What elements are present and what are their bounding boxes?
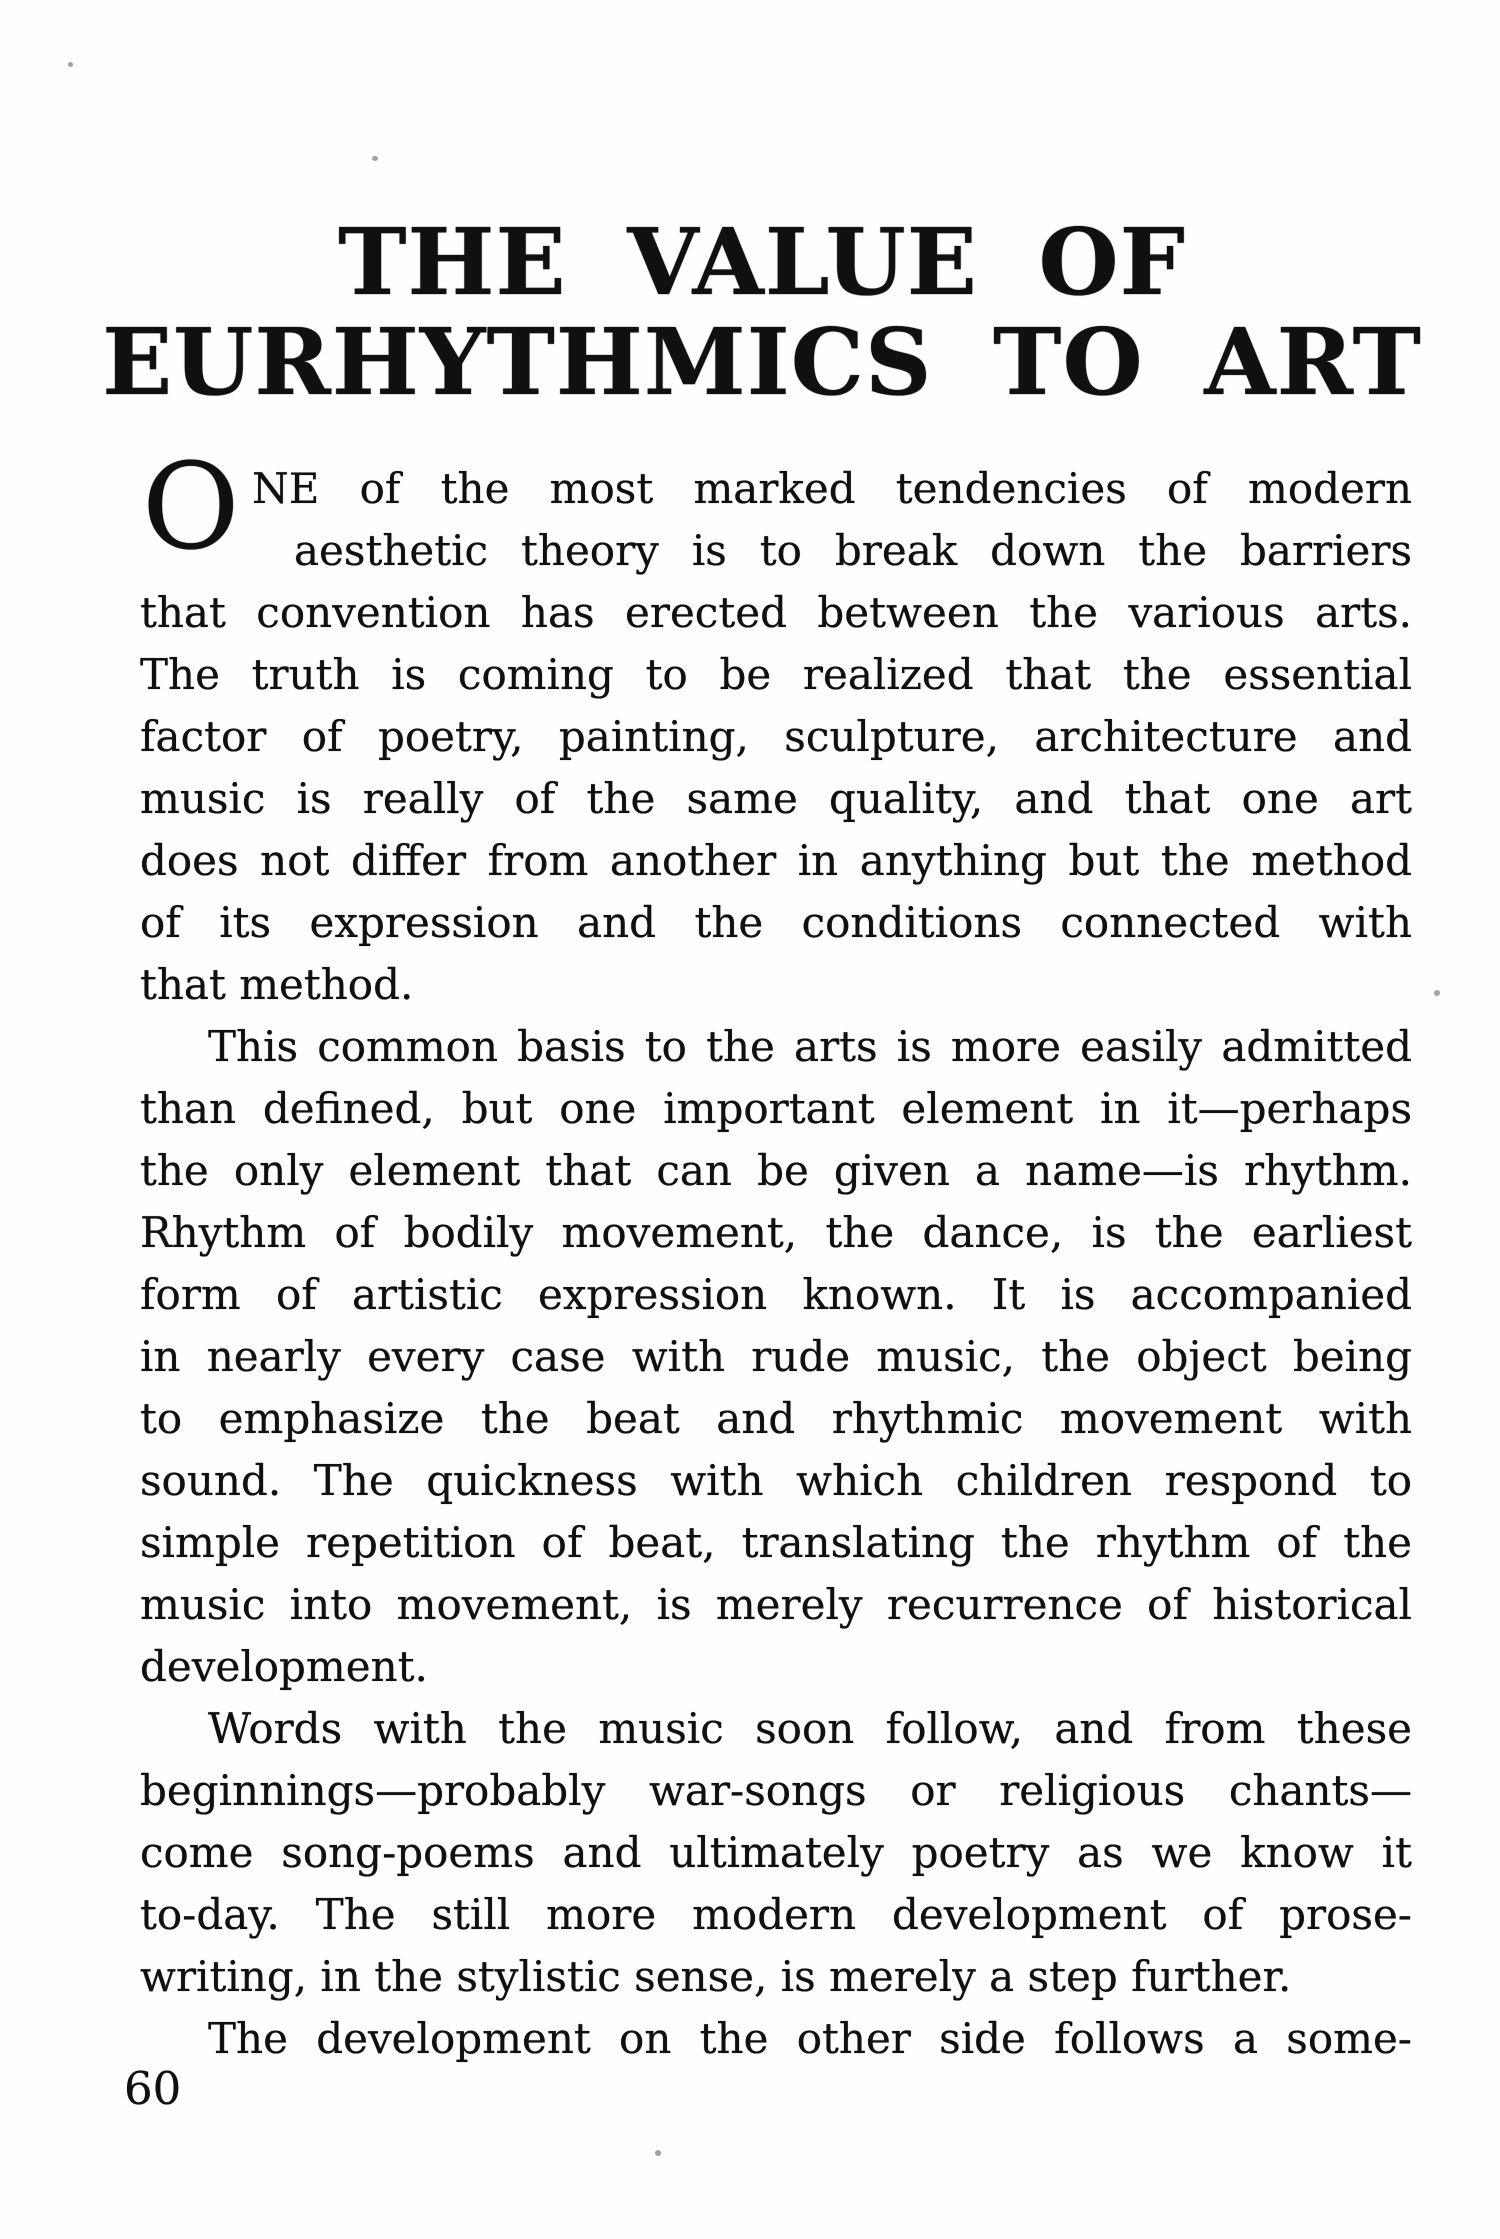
text-line: NE of the most marked tendencies of modern: [252, 464, 1412, 513]
chapter-title-line-1: THE VALUE OF: [338, 208, 1186, 316]
text-line: in nearly every case with rude music, the object being: [140, 1332, 1412, 1381]
text-line: factor of poetry, painting, sculpture, architecture and: [140, 712, 1412, 761]
text-line: of its expression and the conditions connected with: [140, 898, 1412, 947]
text-line: beginnings—probably war-songs or religious chants—: [140, 1766, 1412, 1815]
scan-speck: [372, 156, 378, 161]
page-number: 60: [124, 2062, 182, 2115]
text-line: sound. The quickness with which children respond to: [140, 1456, 1412, 1505]
text-line: The truth is coming to be realized that the essential: [140, 650, 1412, 699]
text-line: does not differ from another in anything but the method: [140, 836, 1412, 885]
text-line: to-day. The still more modern development of prose-: [140, 1890, 1412, 1939]
text-line: This common basis to the arts is more easily admitted: [208, 1022, 1412, 1071]
paragraph: [140, 1016, 1412, 1698]
paragraph: [140, 2008, 1412, 2070]
paragraph: [140, 439, 1412, 1016]
text-line: form of artistic expression known. It is accompanied: [140, 1270, 1412, 1319]
chapter-title-line-2: EURHYTHMICS TO ART: [102, 308, 1422, 416]
scan-speck: [1434, 990, 1440, 996]
text-line: music into movement, is merely recurrence of historical: [140, 1580, 1412, 1629]
drop-cap: O: [142, 439, 240, 577]
text-line: that convention has erected between the various arts.: [140, 588, 1412, 637]
paragraph: [140, 1698, 1412, 2008]
text-line: Words with the music soon follow, and from these: [208, 1704, 1412, 1753]
chapter-title: [12, 208, 1500, 416]
text-line: music is really of the same quality, and that one art: [140, 774, 1412, 823]
text-line: Rhythm of bodily movement, the dance, is the earliest: [140, 1208, 1412, 1257]
text-line: The development on the other side follows a some-: [208, 2014, 1412, 2063]
text-line: to emphasize the beat and rhythmic movement with: [140, 1394, 1412, 1443]
text-line: come song-poems and ultimately poetry as we know it: [140, 1828, 1412, 1877]
scan-speck: [68, 62, 73, 67]
scan-speck: [655, 2150, 661, 2156]
text-line: aesthetic theory is to break down the barriers: [294, 526, 1412, 575]
text-line: than defined, but one important element in it—perhaps: [140, 1084, 1412, 1133]
text-line: writing, in the stylistic sense, is merely a step further.: [140, 1952, 1292, 2001]
text-line: the only element that can be given a name—is rhythm.: [140, 1146, 1412, 1195]
text-line: that method.: [140, 960, 414, 1009]
article: [140, 439, 1412, 2070]
text-line: simple repetition of beat, translating the rhythm of the: [140, 1518, 1412, 1567]
text-line: development.: [140, 1642, 428, 1691]
